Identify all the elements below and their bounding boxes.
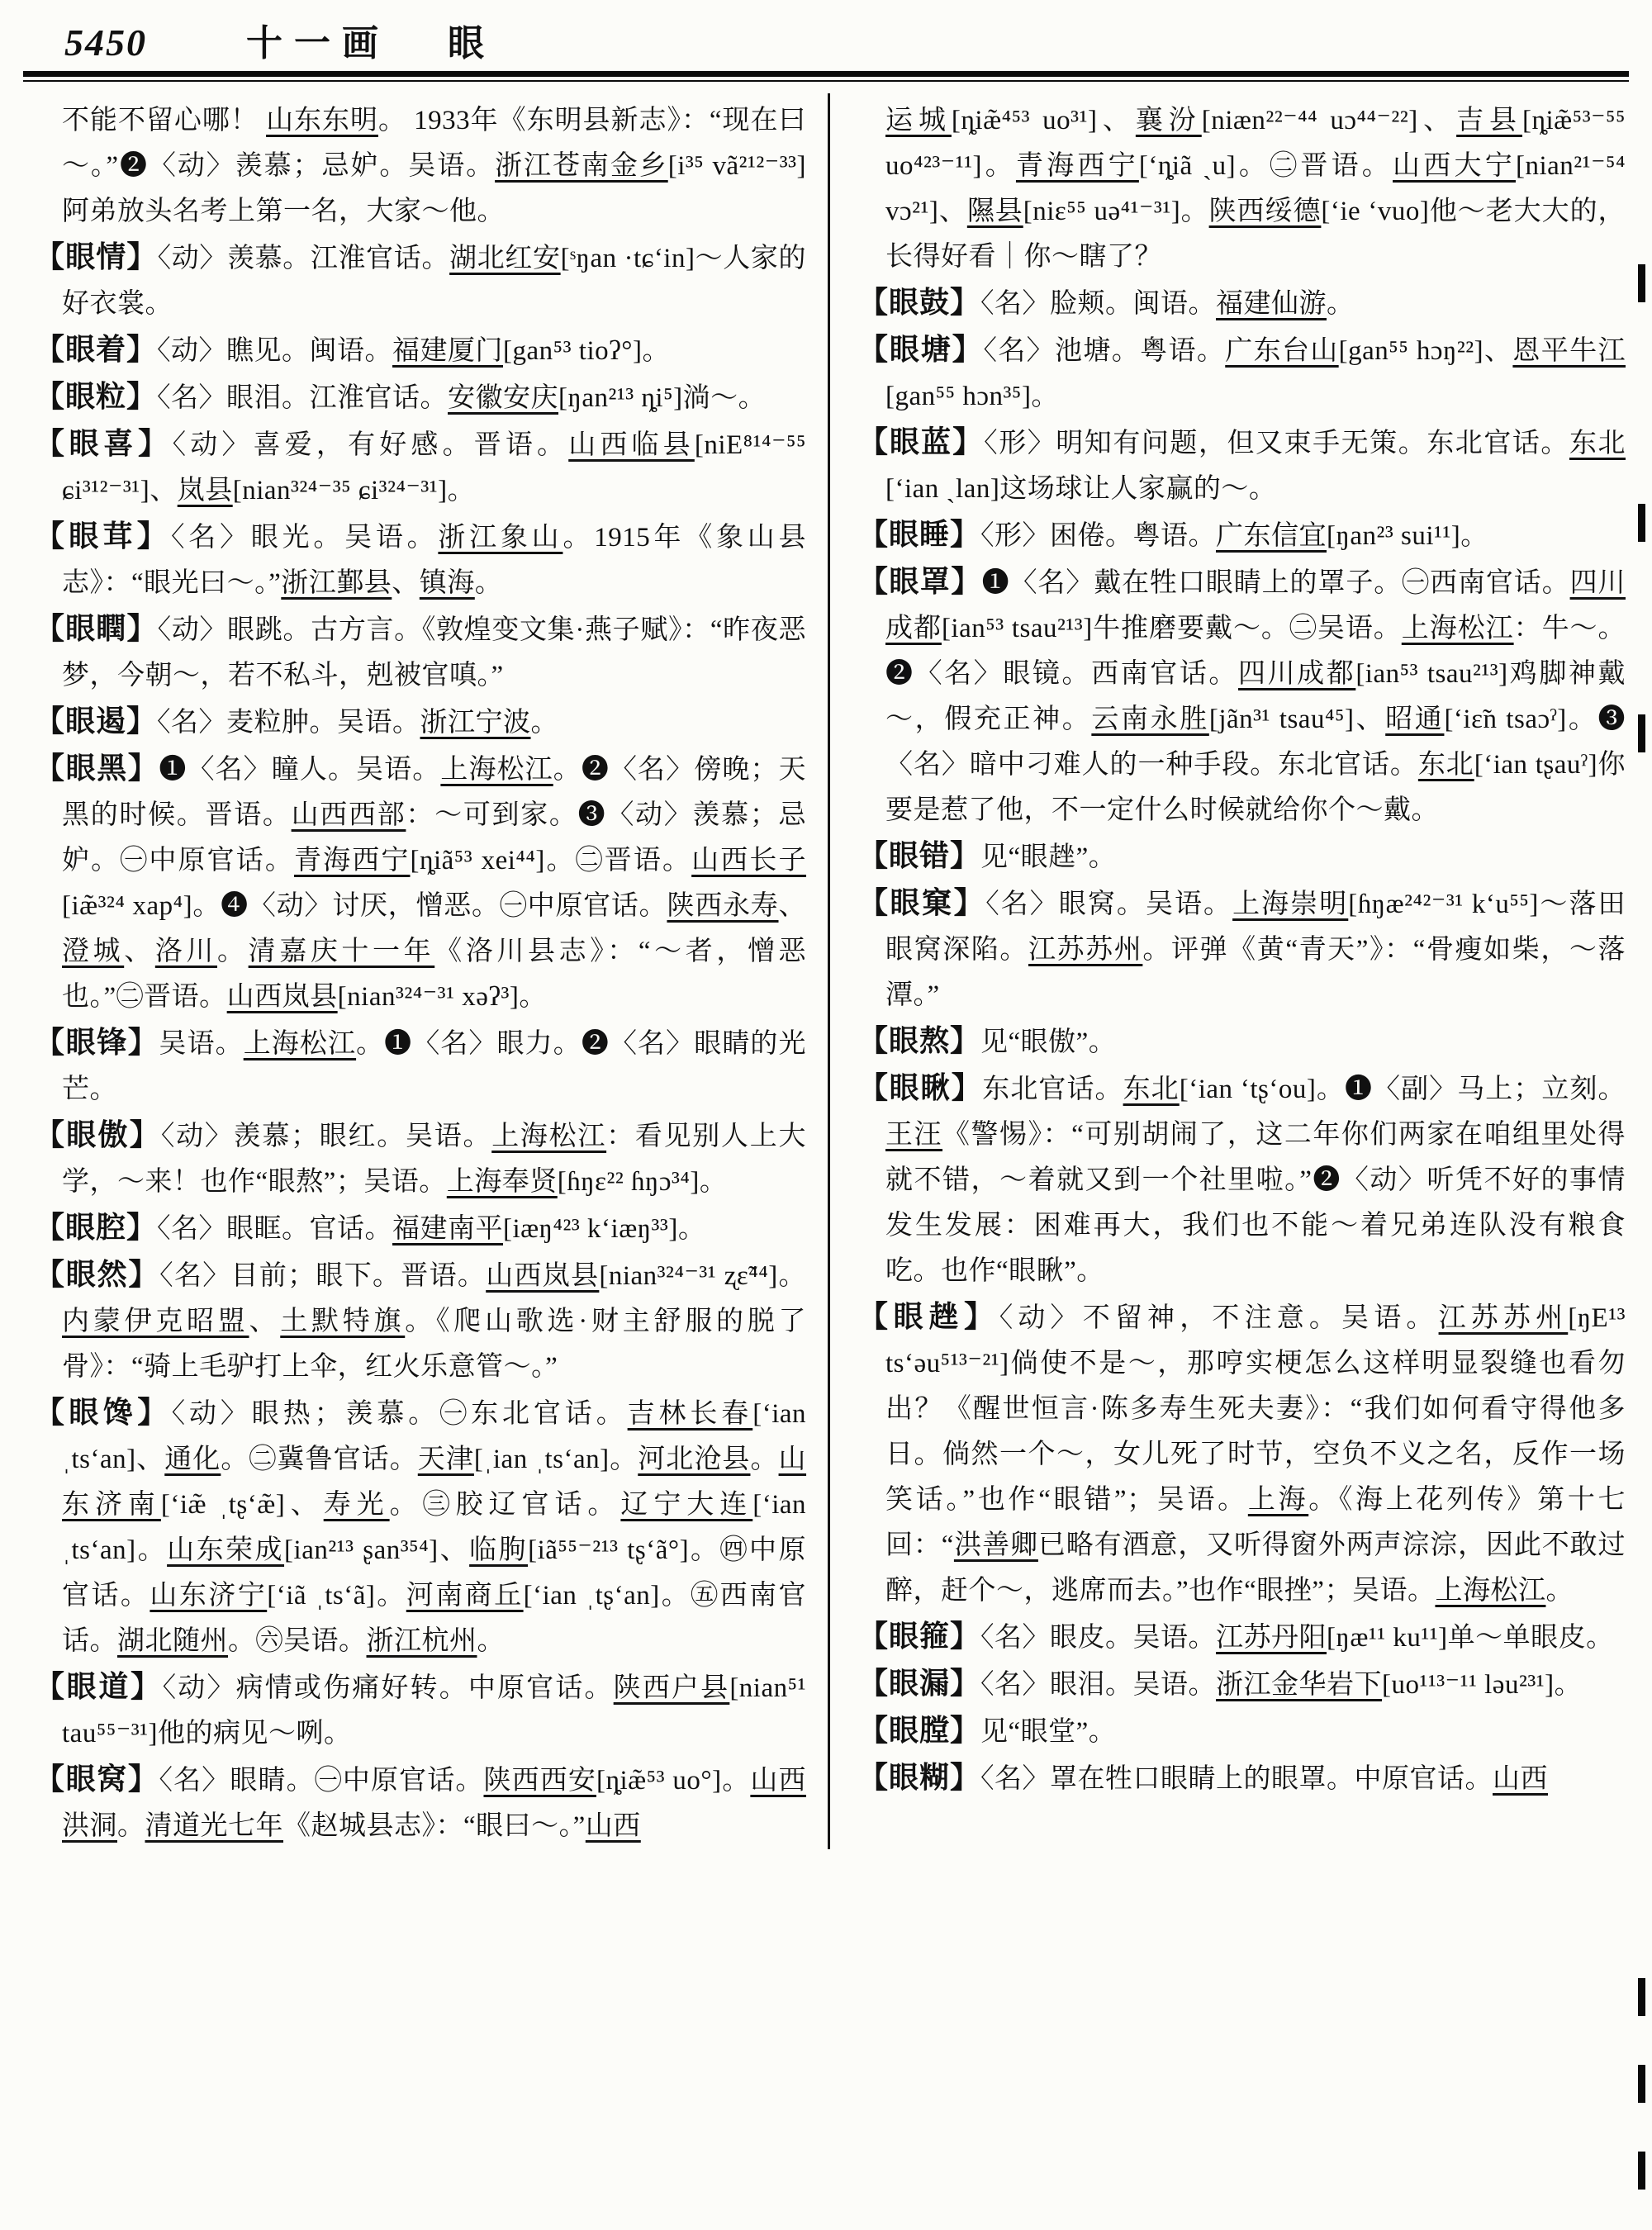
- entry-headword: 【眼黑】: [35, 752, 159, 785]
- entry-text: ：看见别人上大学，～来！也作“眼熬”；吴语。: [62, 1122, 806, 1197]
- entry-headword: 【眼茸】: [35, 520, 172, 553]
- proper-name: 山西洪洞: [62, 1766, 806, 1841]
- entry-text: 。《海上花列传》第十七回：“: [885, 1485, 1626, 1560]
- entry-text: 〈名〉眼光。吴语。: [171, 523, 439, 553]
- proper-name: 昭通: [1385, 705, 1445, 734]
- entry-text: 《赵城县志》：“眼曰～。”: [283, 1811, 586, 1841]
- scan-artifact-tick: [1638, 2065, 1645, 2103]
- entry-text: 见“眼堂”。: [980, 1717, 1117, 1747]
- entry-text: 。: [217, 937, 249, 966]
- proper-name: 上海松江: [1435, 1576, 1546, 1606]
- dict-entry: [35, 1664, 806, 1757]
- entry-text: [ian²¹³ ʂan³⁵⁴]、: [284, 1535, 470, 1565]
- entry-text: 。 1933年《东明县新志》：“现在曰～。”❷〈动〉羡慕；忌妒。吴语。: [62, 106, 807, 181]
- entry-text: [i³⁵ vã²¹²⁻³³]阿弟放头名考上第一名，大家～他。: [62, 151, 806, 226]
- dict-entry: [858, 512, 1626, 559]
- proper-name: 东北: [1417, 750, 1474, 780]
- entry-text: [gan⁵⁵ hɔn³⁵]。: [885, 382, 1059, 411]
- proper-name: 安徽安庆: [448, 383, 559, 413]
- entry-text: 〈名〉麦粒肿。吴语。: [157, 708, 420, 738]
- entry-text: 〈名〉眼睛。㊀中原官话。: [159, 1766, 484, 1796]
- proper-name: 江苏苏州: [1028, 935, 1143, 965]
- proper-name: 浙江金华岩下: [1216, 1670, 1383, 1700]
- proper-name: 东北: [1123, 1075, 1180, 1104]
- entry-text: [gan⁵³ tioʔ°]。: [503, 336, 670, 366]
- proper-name: 山东济宁: [150, 1581, 268, 1611]
- proper-name: 上海松江: [491, 1122, 607, 1151]
- entry-text: [nian³²⁴⁻³⁵ ɕi³²⁴⁻³¹]。: [232, 476, 476, 505]
- proper-name: 山西: [585, 1811, 641, 1841]
- proper-name: 澄城: [62, 937, 125, 966]
- entry-text: [ʻian ˌtsʻan]、: [62, 1399, 807, 1474]
- entry-text: 。: [1545, 1576, 1574, 1606]
- entry-text: 《警惕》：“可别胡闹了，这二年你们两家在咱组里处得就不错，～着就又到一个社里啦。”❷〈动〉听凭不好的事情发生发展：困难再大，我们也不能～着兄弟连队没有粮食吃。也作“眼瞅”。: [885, 1120, 1626, 1286]
- proper-name: 上海松江: [440, 755, 553, 785]
- entry-text: [nian³²⁴⁻³¹ ʐɛ̃⁴⁴]。: [599, 1261, 806, 1291]
- proper-name: 四川成都: [885, 568, 1626, 643]
- proper-name: 清道光七年: [145, 1811, 283, 1841]
- entry-text: [iæ̃³²⁴ xap⁴]。❹〈动〉讨厌，憎恶。㊀中原官话。: [62, 891, 667, 921]
- proper-name: 运城: [885, 106, 952, 135]
- proper-name: 土默特旗: [280, 1307, 406, 1336]
- entry-text: [niæn²²⁻⁴⁴ uɔ⁴⁴⁻²²]、: [1201, 106, 1457, 135]
- entry-text: [iæŋ⁴²³ kʻiæŋ³³]。: [503, 1214, 706, 1244]
- entry-text: [ɦŋɛ²² ɦŋɔ³⁴]。: [557, 1167, 728, 1197]
- page-number: 5450: [64, 21, 147, 64]
- dict-entry: [35, 235, 806, 327]
- proper-name: 镇海: [419, 568, 475, 598]
- proper-name: 浙江杭州: [366, 1626, 477, 1656]
- proper-name: 山东济南: [62, 1445, 807, 1520]
- entry-text: 。: [530, 708, 559, 738]
- proper-name: 陕西绥德: [1208, 197, 1322, 226]
- dict-entry: [35, 1390, 806, 1664]
- entry-text: [ʻie ʻvuo]他～老大大的，长得好看｜你～瞎了？: [885, 197, 1626, 272]
- entry-headword: 【眼瞤】: [35, 612, 158, 645]
- entry-text: [ȵiæ̃⁵³ uo°]。: [596, 1766, 751, 1796]
- proper-name: 山东东明: [266, 106, 378, 135]
- entry-text: 〈动〉瞧见。闽语。: [157, 336, 393, 366]
- entry-text: 。: [117, 1811, 145, 1841]
- proper-name: 洛川: [154, 937, 218, 966]
- entry-headword: 【眼窝】: [35, 1763, 159, 1796]
- entry-text: 〈动〉不留神，不注意。吴语。: [999, 1303, 1439, 1333]
- entry-text: 〈动〉喜爱，有好感。晋语。: [172, 430, 569, 460]
- entry-text: 、: [124, 937, 155, 966]
- dict-entry: [858, 280, 1626, 327]
- entry-headword: 【眼然】: [35, 1258, 160, 1291]
- scan-artifact-tick: [1638, 504, 1645, 542]
- entry-text: 。㊅吴语。: [228, 1626, 367, 1656]
- entry-text: [ȵiæ̃⁴⁵³ uo³¹]、: [951, 106, 1136, 135]
- entry-text: [ʻiæ̃ ˌtʂʻæ̃]、: [160, 1490, 324, 1520]
- entry-text: [nian²¹⁻⁵⁴ vɔ²¹]、: [885, 151, 1626, 226]
- entry-headword: 【眼窠】: [858, 886, 986, 919]
- entry-text: 〈动〉羡慕。江淮官话。: [157, 244, 450, 273]
- entry-text: ：～可到家。❸〈动〉羡慕；忌妒。㊀中原官话。: [62, 800, 807, 875]
- proper-name: 浙江宁波: [420, 708, 531, 738]
- entry-headword: 【眼罩】: [858, 565, 982, 598]
- entry-text: 。1915年《象山县志》：“眼光曰～。”: [62, 523, 806, 598]
- entry-headword: 【眼箍】: [858, 1620, 981, 1653]
- dict-entry: [35, 1252, 806, 1390]
- entry-text: [ʻian ˎlan]这场球让人家赢的～。: [885, 474, 1277, 504]
- entry-text: 。: [750, 1445, 779, 1474]
- dict-entry: [35, 606, 806, 699]
- proper-name: 云南永胜: [1091, 705, 1209, 734]
- entry-headword: 【眼糊】: [858, 1761, 981, 1794]
- proper-name: 山西岚县: [486, 1261, 600, 1291]
- proper-name: 福建厦门: [392, 336, 504, 366]
- entry-text: 〈形〉明知有问题，但又束手无策。东北官话。: [984, 429, 1569, 458]
- entry-text: 〈名〉眼泪。吴语。: [980, 1670, 1217, 1700]
- dict-entry: [35, 746, 806, 1020]
- proper-name: 襄汾: [1135, 106, 1202, 135]
- entry-text: 见“眼傲”。: [980, 1027, 1117, 1057]
- entry-text: [ŋæ¹¹ ku¹¹]单～单眼皮。: [1327, 1623, 1614, 1653]
- proper-name: 山西西部: [291, 800, 406, 830]
- entry-text: 。《爬山歌选·财主舒服的脱了骨》：“骑上毛驴打上伞，红火乐意管～。”: [62, 1307, 806, 1382]
- scan-artifact-tick: [1638, 264, 1645, 302]
- entry-text: 。评弹《黄“青天”》：“骨瘦如柴，～落潭。”: [885, 935, 1626, 1010]
- dict-entry: [858, 1294, 1626, 1614]
- dict-entry: [35, 1020, 806, 1113]
- proper-name: 上海松江: [243, 1029, 357, 1059]
- proper-name: 江苏苏州: [1438, 1303, 1569, 1333]
- proper-name: 寿光: [323, 1490, 390, 1520]
- entry-text: [ian⁵³ tsau²¹³]牛推磨要戴～。㊁吴语。: [941, 614, 1402, 643]
- proper-name: 湖北红安: [449, 244, 561, 273]
- entry-text: 〈名〉脸颊。闽语。: [980, 289, 1217, 319]
- entry-text: [ŋan²³ sui¹¹]。: [1327, 521, 1488, 551]
- entry-text: ：牛～。❷〈名〉眼镜。西南官话。: [885, 614, 1626, 689]
- proper-name: 浙江象山: [438, 523, 563, 553]
- proper-name: 东北: [1569, 429, 1626, 458]
- proper-name: 广东台山: [1225, 336, 1339, 366]
- entry-text: [ʻiã ˌtsʻã]。: [267, 1581, 406, 1611]
- entry-text: 不能不留心哪！: [62, 106, 267, 135]
- proper-name: 岚县: [177, 476, 233, 505]
- entry-headword: 【眼喜】: [35, 427, 173, 460]
- dict-entry: [35, 699, 806, 746]
- proper-name: 陕西永寿: [667, 891, 779, 921]
- entry-text: 〈名〉罩在牲口眼睛上的眼罩。中原官话。: [980, 1764, 1493, 1794]
- proper-name: 河南商丘: [406, 1581, 524, 1611]
- entry-text: 、: [392, 568, 420, 598]
- entry-text: [ˌian ˌtsʻan]。: [473, 1445, 638, 1474]
- continued-entry-text: [858, 98, 1626, 280]
- entry-headword: 【眼情】: [35, 240, 158, 273]
- dict-entry: [858, 1065, 1626, 1294]
- entry-text: [ŋan²¹³ ȵi⁵]淌～。: [558, 383, 767, 413]
- entry-text: 〈名〉眼皮。吴语。: [980, 1623, 1217, 1653]
- proper-name: 上海: [1247, 1485, 1309, 1515]
- entry-text: 。❶〈名〉眼力。❷〈名〉眼睛的光芒。: [62, 1029, 807, 1104]
- proper-name: 湖北随州: [117, 1626, 228, 1656]
- proper-name: 山西大宁: [1393, 151, 1516, 181]
- proper-name: 洪善卿: [953, 1530, 1038, 1560]
- entry-headword: 【眼腔】: [35, 1211, 158, 1244]
- right-column: [828, 93, 1634, 1849]
- dict-entry: [858, 327, 1626, 420]
- entry-text: 。: [477, 1626, 505, 1656]
- dict-entry: [35, 1205, 806, 1252]
- entry-text: 〈动〉眼热；羡慕。㊀东北官话。: [171, 1399, 628, 1429]
- entry-text: 〈动〉病情或伤痛好转。中原官话。: [162, 1673, 614, 1703]
- entry-text: 。: [1327, 289, 1355, 319]
- proper-name: 广东信宜: [1216, 521, 1327, 551]
- dict-entry: [858, 1661, 1626, 1708]
- entry-headword: 【眼蓝】: [858, 425, 985, 458]
- entry-text: 。㊁冀鲁官话。: [221, 1445, 418, 1474]
- stroke-section-title: 十一画: [246, 23, 390, 64]
- dict-entry: [35, 1113, 806, 1205]
- entry-text: 、: [778, 891, 807, 921]
- entry-text: ❶〈名〉瞳人。吴语。: [159, 755, 441, 785]
- entry-headword: 【眼睡】: [858, 518, 981, 551]
- entry-text: 东北官话。: [982, 1075, 1123, 1104]
- proper-name: 天津: [417, 1445, 474, 1474]
- proper-name: 山东荣成: [167, 1535, 285, 1565]
- proper-name: 陕西西安: [483, 1766, 596, 1796]
- entry-text: 〈名〉目前；眼下。晋语。: [159, 1261, 487, 1291]
- proper-name: 吉林长春: [627, 1399, 753, 1429]
- proper-name: 陕西户县: [613, 1673, 730, 1703]
- entry-text: [nian⁵¹ tau⁵⁵⁻³¹]他的病见～咧。: [62, 1673, 807, 1748]
- entry-headword: 【眼膛】: [858, 1714, 981, 1747]
- proper-name: 上海奉贤: [446, 1167, 558, 1197]
- proper-name: 河北沧县: [638, 1445, 751, 1474]
- proper-name: 山西: [1493, 1764, 1549, 1794]
- entry-text: [ʻian ˌtʂʻan]。㊄西南官话。: [62, 1581, 807, 1656]
- proper-name: 浙江鄞县: [281, 568, 392, 598]
- proper-name: 临朐: [469, 1535, 529, 1565]
- entry-text: [ʻian ˌtsʻan]。: [62, 1490, 807, 1565]
- proper-name: 吉县: [1456, 106, 1523, 135]
- entry-text: [ŋE¹³ tsʻəu⁵¹³⁻²¹]倘使不是～，那哼实梗怎么这样明显裂缝也看勿出？《醒世恒言·陈多寿生死夫妻》：“我们如何看守得他多日。倘然一个～，女儿死了时节，空负不义之名，反作一场笑话。”也作“眼错”；吴语。: [885, 1303, 1626, 1515]
- entry-text: [niɛ⁵⁵ uə⁴¹⁻³¹]。: [1023, 197, 1209, 226]
- entry-text: [uo¹¹³⁻¹¹ ləu²³¹]。: [1382, 1670, 1583, 1700]
- dict-entry: [35, 374, 806, 421]
- entry-text: [jãn³¹ tsau⁴⁵]、: [1208, 705, 1386, 734]
- proper-name: 山西临县: [568, 430, 695, 460]
- entry-text: [ʻian tʂauˀ]你要是惹了他，不一定什么时候就给你个～戴。: [885, 750, 1626, 825]
- scan-artifact-tick: [1638, 1978, 1645, 2016]
- scan-artifact-tick: [1638, 2152, 1645, 2190]
- dict-entry: [35, 514, 806, 606]
- continued-entry-text: [35, 98, 806, 235]
- radical-character: 眼: [448, 23, 486, 64]
- dict-entry: [35, 1757, 806, 1849]
- left-column: [21, 93, 828, 1849]
- entry-text: 〈动〉羡慕；眼红。吴语。: [160, 1122, 492, 1151]
- dict-entry: [858, 833, 1626, 880]
- entry-headword: 【眼错】: [858, 839, 981, 872]
- entry-headword: 【眼馋】: [35, 1396, 172, 1429]
- entry-text: [ȵiæ̃⁵³⁻⁵⁵ uo⁴²³⁻¹¹]。: [885, 106, 1626, 181]
- proper-name: 上海崇明: [1232, 890, 1349, 919]
- entry-text: 。❷〈名〉傍晚；天黑的时候。晋语。: [62, 755, 807, 830]
- entry-text: 〈名〉眼眶。官话。: [157, 1214, 393, 1244]
- entry-text: [gan⁵⁵ hɔŋ²²]、: [1338, 336, 1513, 366]
- entry-text: 。㊂胶辽官话。: [389, 1490, 621, 1520]
- entry-text: 吴语。: [159, 1029, 244, 1059]
- dict-entry: [858, 1018, 1626, 1065]
- page-header: [0, 0, 1652, 71]
- dict-entry: [858, 880, 1626, 1018]
- proper-name: 福建南平: [392, 1214, 504, 1244]
- proper-name: 江苏丹阳: [1216, 1623, 1327, 1653]
- proper-name: 青海西宁: [294, 846, 411, 875]
- entry-text: 《洛川县志》：“～者，憎恶也。”㊁晋语。: [62, 937, 807, 1012]
- dict-entry: [858, 1614, 1626, 1661]
- entry-text: [ian⁵³ tsau²¹³]鸡脚神戴～，假充正神。: [885, 659, 1626, 734]
- proper-name: 山西长子: [691, 846, 807, 875]
- entry-headword: 【眼锋】: [35, 1026, 159, 1059]
- entry-text: 〈形〉困倦。粤语。: [980, 521, 1217, 551]
- proper-name: 内蒙伊克昭盟: [62, 1307, 249, 1336]
- entry-text: [ˢŋan ·tɕʻin]～人家的好衣裳。: [62, 244, 807, 319]
- proper-name: 通化: [164, 1445, 221, 1474]
- header-rule-thick: [23, 71, 1629, 77]
- proper-name: 青海西宁: [1015, 151, 1139, 181]
- entry-text: 〈动〉眼跳。古方言。《敦煌变文集·燕子赋》：“昨夜恶梦，今朝～，若不私斗，剋被官嗔。”: [62, 615, 806, 690]
- entry-text: [ʻian ʻtʂʻou]。❶〈副〉马上；立刻。: [1179, 1075, 1626, 1104]
- entry-headword: 【眼漏】: [858, 1667, 981, 1700]
- entry-text: [niE⁸¹⁴⁻⁵⁵ ɕi³¹²⁻³¹]、: [62, 430, 806, 505]
- proper-name: 恩平牛江: [1512, 336, 1626, 366]
- dict-entry: [35, 327, 806, 374]
- entry-headword: 【眼着】: [35, 333, 158, 366]
- scan-artifact-tick: [1638, 714, 1645, 752]
- proper-name: 隰县: [966, 197, 1023, 226]
- entry-text: 〈名〉池塘。粤语。: [983, 336, 1226, 366]
- entry-text: 、: [249, 1307, 281, 1336]
- two-column-body: [0, 82, 1652, 1849]
- proper-name: 浙江苍南金乡: [495, 151, 668, 181]
- proper-name: 辽宁大连: [620, 1490, 753, 1520]
- entry-headword: 【眼鼓】: [858, 286, 981, 319]
- entry-text: [ȵiã⁵³ xei⁴⁴]。㊁晋语。: [410, 846, 692, 875]
- proper-name: 清嘉庆十一年: [248, 937, 435, 966]
- proper-name: 山西岚县: [226, 982, 338, 1012]
- proper-name: 四川成都: [1237, 659, 1356, 689]
- dict-entry: [858, 420, 1626, 512]
- entry-text: 见“眼趖”。: [980, 842, 1117, 872]
- entry-text: [ʻȵiã ˎu]。㊁晋语。: [1138, 151, 1393, 181]
- entry-text: [ɦŋæ²⁴²⁻³¹ kʻu⁵⁵]～落田眼窝深陷。: [885, 890, 1626, 965]
- entry-headword: 【眼道】: [35, 1670, 163, 1703]
- entry-headword: 【眼粒】: [35, 380, 158, 413]
- proper-name: 上海松江: [1401, 614, 1514, 643]
- entry-text: ❶〈名〉戴在牲口眼睛上的罩子。㊀西南官话。: [981, 568, 1570, 598]
- entry-text: 〈名〉眼泪。江淮官话。: [157, 383, 449, 413]
- entry-text: 〈名〉眼窝。吴语。: [985, 890, 1233, 919]
- proper-name: 福建仙游: [1216, 289, 1327, 319]
- entry-headword: 【眼瞅】: [858, 1071, 983, 1104]
- entry-headword: 【眼傲】: [35, 1118, 161, 1151]
- proper-name: 王汪: [885, 1120, 943, 1150]
- entry-headword: 【眼趖】: [858, 1300, 999, 1333]
- entry-text: 已略有酒意，又听得窗外两声淙淙，因此不敢过醉，赶个～，逃席而去。”也作“眼挫”；吴语。: [885, 1530, 1626, 1606]
- entry-headword: 【眼遏】: [35, 705, 158, 738]
- entry-text: [nian³²⁴⁻³¹ xəʔ³]。: [337, 982, 547, 1012]
- dict-entry: [35, 421, 806, 514]
- entry-text: [iã⁵⁵⁻²¹³ tʂʻã°]。㊃中原官话。: [62, 1535, 806, 1611]
- dict-entry: [858, 559, 1626, 833]
- entry-text: 。: [474, 568, 503, 598]
- entry-headword: 【眼熬】: [858, 1024, 981, 1057]
- entry-text: [ʻiɛ̃n tsaɔˀ]。❸〈名〉暗中刁难人的一种手段。东北官话。: [885, 705, 1626, 780]
- dict-entry: [858, 1708, 1626, 1755]
- entry-headword: 【眼塘】: [858, 333, 984, 366]
- dict-entry: [858, 1755, 1626, 1802]
